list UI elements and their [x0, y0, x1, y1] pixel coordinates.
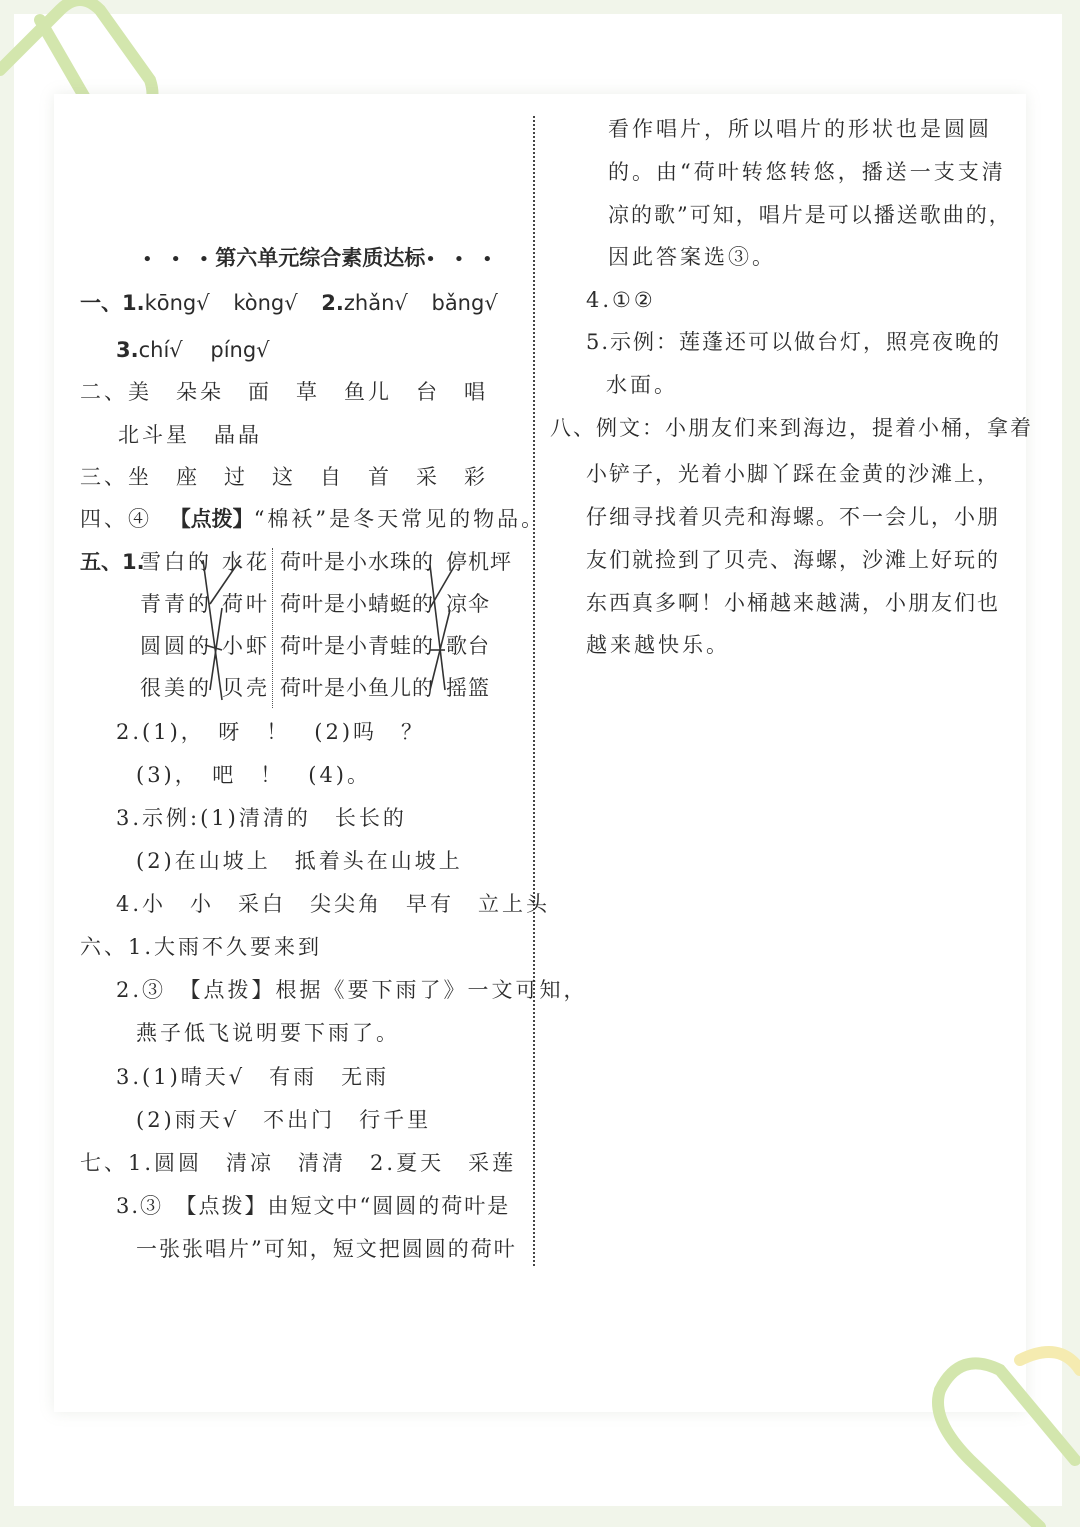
match-left-1: 雪白的: [140, 550, 212, 574]
match-right-4: 荷叶是小鱼儿的: [280, 676, 434, 700]
q6-line2: 2.③ 【点拨】根据《要下雨了》一文可知，: [116, 978, 588, 1002]
match-left-4: 很美的: [140, 676, 212, 700]
right-q8-line6: 越来越快乐。: [586, 633, 730, 657]
right-q4: 4.①②: [586, 288, 656, 312]
right-cont-4: 因此答案选③。: [608, 245, 776, 269]
q2-line2: 北斗星 晶晶: [118, 423, 262, 447]
q6-line5: (2)雨天√ 不出门 行千里: [136, 1108, 432, 1132]
q1-a3: zhǎn√: [343, 291, 408, 315]
q3-label: 三、: [80, 465, 128, 489]
q1-a5: chí√: [138, 338, 183, 362]
q1-a4: bǎng√: [431, 291, 498, 315]
match-mid-1: 水花: [222, 550, 270, 574]
q5-2-line1: 2.(1)， 呀 ！ (2)吗 ？: [116, 720, 426, 744]
match-far-2: 凉伞: [446, 592, 490, 616]
q4-hint-tag: 【点拨】: [169, 507, 254, 531]
q3-row: 坐 座 过 这 自 首 采 彩: [128, 465, 488, 489]
q5-3-line2: (2)在山坡上 抵着头在山坡上: [136, 849, 463, 873]
match-right-2: 荷叶是小蜻蜓的: [280, 592, 434, 616]
title-dots-right: • • •: [425, 249, 499, 270]
q2-label: 二、: [80, 380, 128, 404]
match-left-3: 圆圆的: [140, 634, 212, 658]
match-mid-2: 荷叶: [222, 592, 270, 616]
q1-a2: kòng√: [233, 291, 298, 315]
right-q8-line5: 东西真多啊！小桶越来越满，小朋友们也: [586, 591, 1000, 615]
q1-a6: píng√: [210, 338, 270, 362]
q5-4-line: 4.小 小 采白 尖尖角 早有 立上头: [116, 892, 551, 916]
q6-line4: 3.(1)晴天√ 有雨 无雨: [116, 1065, 390, 1089]
match-far-4: 摇篮: [446, 676, 490, 700]
match-left-2: 青青的: [140, 592, 212, 616]
q2-row1: 美 朵朵 面 草 鱼儿 台 唱: [128, 380, 488, 404]
q4-hint: “棉袄”是冬天常见的物品。: [253, 507, 546, 531]
match-far-1: 停机坪: [446, 550, 512, 574]
q5-2-line2: (3)， 吧 ！ (4)。: [136, 763, 371, 787]
page-title: 第六单元综合素质达标: [215, 246, 426, 270]
match-far-3: 歌台: [446, 634, 490, 658]
q6-line3: 燕子低飞说明要下雨了。: [136, 1021, 400, 1045]
match-mid-3: 小虾: [222, 634, 270, 658]
q7-line3: 一张张唱片”可知，短文把圆圆的荷叶: [136, 1237, 517, 1261]
match-mid-4: 贝壳: [222, 676, 270, 700]
q4-label: 四、: [80, 507, 128, 531]
right-cont-1: 看作唱片，所以唱片的形状也是圆圆: [608, 117, 992, 141]
q4-ans: ④: [128, 507, 152, 531]
q1-label: 一、1.: [80, 291, 145, 315]
right-q5-line2: 水面。: [606, 373, 678, 397]
right-cont-2: 的。由“荷叶转悠转悠，播送一支支清: [608, 160, 1006, 184]
right-q8-line4: 友们就捡到了贝壳、海螺，沙滩上好玩的: [586, 548, 1000, 572]
q6-line1: 六、1.大雨不久要来到: [80, 935, 323, 959]
right-cont-3: 凉的歌”可知，唱片是可以播送歌曲的，: [608, 203, 1012, 227]
q7-line2: 3.③ 【点拨】由短文中“圆圆的荷叶是: [116, 1194, 511, 1218]
q5-3-line1: 3.示例:(1)清清的 长长的: [116, 806, 407, 830]
q1-a1: kōng√: [144, 291, 210, 315]
match-right-3: 荷叶是小青蛙的: [280, 634, 434, 658]
right-q8-line1: 八、例文：小朋友们来到海边，提着小桶，拿着: [550, 416, 1033, 440]
q5-label-text: 五、1.: [80, 550, 145, 574]
match-right-1: 荷叶是小水珠的: [280, 550, 434, 574]
right-q5-line1: 5.示例：莲蓬还可以做台灯，照亮夜晚的: [586, 330, 1002, 354]
q1-n3: 3.: [116, 338, 139, 362]
right-q8-line2: 小铲子，光着小脚丫踩在金黄的沙滩上，: [586, 462, 1000, 486]
q7-line1: 七、1.圆圆 清凉 清清 2.夏天 采莲: [80, 1151, 517, 1175]
title-dots-left: • • •: [142, 249, 216, 270]
right-q8-line3: 仔细寻找着贝壳和海螺。不一会儿，小朋: [586, 505, 1000, 529]
q1-n2: 2.: [321, 291, 344, 315]
